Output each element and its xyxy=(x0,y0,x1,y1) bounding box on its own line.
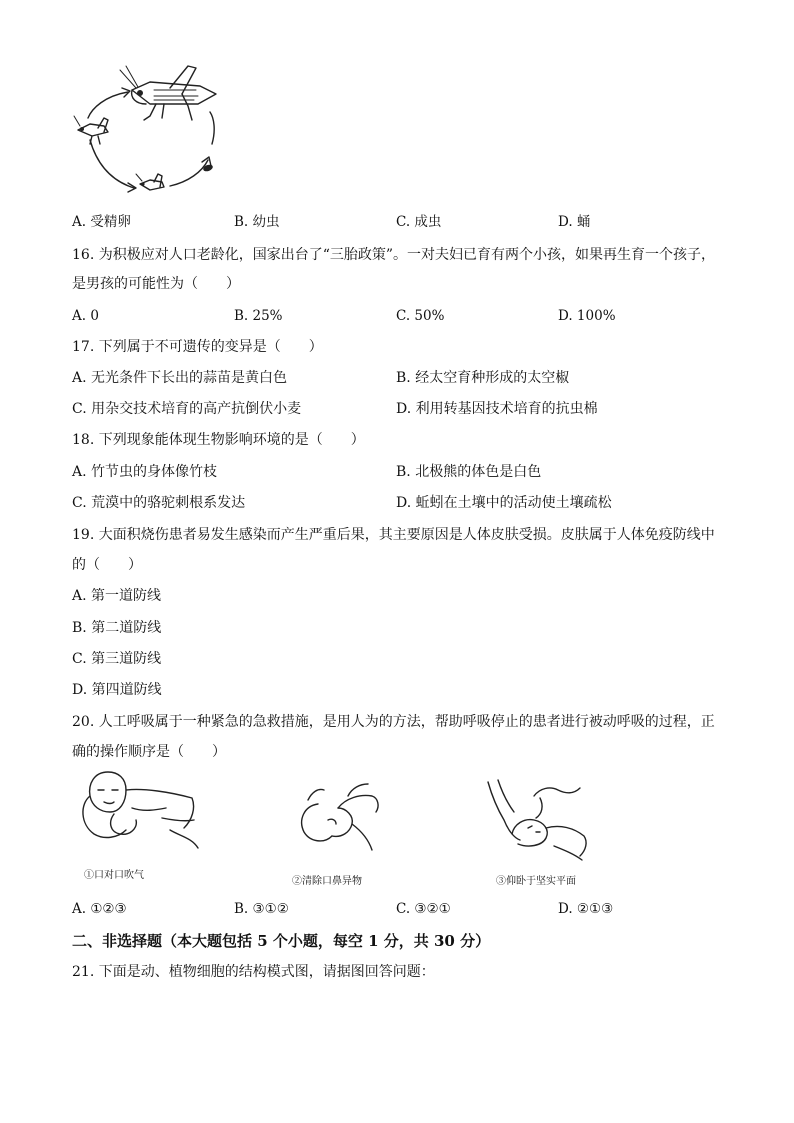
q19-option-a[interactable]: A. 第一道防线 xyxy=(72,588,162,604)
q18-option-a[interactable]: A. 竹节虫的身体像竹枝 xyxy=(72,464,218,480)
section-heading: 二、非选择题（本大题包括 5 个小题，每空 1 分，共 30 分） xyxy=(72,932,491,950)
q17-stem: 17. 下列属于不可遗传的变异是（ ） xyxy=(72,339,323,355)
q17-option-d[interactable]: D. 利用转基因技术培育的抗虫棉 xyxy=(396,401,598,417)
nymph-grasshopper-icon xyxy=(74,116,108,144)
q19-stem-line1: 19. 大面积烧伤患者易发生感染而产生严重后果，其主要原因是人体皮肤受损。皮肤属于人体免疫防线中 xyxy=(72,527,715,543)
q19-option-d[interactable]: D. 第四道防线 xyxy=(72,682,162,698)
q20-stem-line1: 20. 人工呼吸属于一种紧急的急救措施，是用人为的方法，帮助呼吸停止的患者进行被动呼吸的过程，正 xyxy=(72,714,715,730)
clear-airway-figure xyxy=(288,776,398,888)
q20-option-a[interactable]: A. ①②③ xyxy=(72,901,127,917)
q20-option-d[interactable]: D. ②①③ xyxy=(558,901,614,917)
q16-option-a[interactable]: A. 0 xyxy=(72,308,99,324)
q16-stem-line2: 是男孩的可能性为（ ） xyxy=(72,276,240,292)
adult-grasshopper-icon xyxy=(120,66,216,120)
q18-option-d[interactable]: D. 蚯蚓在土壤中的活动使土壤疏松 xyxy=(396,495,612,511)
young-nymph-icon xyxy=(136,174,164,190)
q17-option-b[interactable]: B. 经太空育种形成的太空椒 xyxy=(396,370,570,386)
q17-option-a[interactable]: A. 无光条件下长出的蒜苗是黄白色 xyxy=(72,370,288,386)
q20-caption-1: ①口对口吹气 xyxy=(84,870,144,881)
q16-stem-line1: 16. 为积极应对人口老龄化，国家出台了“三胎政策”。一对夫妇已育有两个小孩，如果再生育一个孩子， xyxy=(72,247,716,263)
q15-option-d[interactable]: D. 蛹 xyxy=(558,214,591,230)
q20-stem-line2: 确的操作顺序是（ ） xyxy=(72,744,226,760)
q20-option-c[interactable]: C. ③②① xyxy=(396,901,451,917)
q16-option-c[interactable]: C. 50% xyxy=(396,308,445,324)
q20-caption-2: ②清除口鼻异物 xyxy=(292,876,362,887)
q19-stem-line2: 的（ ） xyxy=(72,557,142,573)
q20-caption-3: ③仰卧于坚实平面 xyxy=(496,876,576,887)
mouth-to-mouth-figure xyxy=(74,768,204,888)
q18-option-b[interactable]: B. 北极熊的体色是白色 xyxy=(396,464,542,480)
q15-option-c[interactable]: C. 成虫 xyxy=(396,214,442,230)
q21-stem: 21. 下面是动、植物细胞的结构模式图，请据图回答问题： xyxy=(72,964,435,980)
q19-option-c[interactable]: C. 第三道防线 xyxy=(72,651,162,667)
q15-option-b[interactable]: B. 幼虫 xyxy=(234,214,280,230)
q18-stem: 18. 下列现象能体现生物影响环境的是（ ） xyxy=(72,432,365,448)
q20-option-b[interactable]: B. ③①② xyxy=(234,901,289,917)
q18-option-c[interactable]: C. 荒漠中的骆驼刺根系发达 xyxy=(72,495,246,511)
q16-option-d[interactable]: D. 100% xyxy=(558,308,616,324)
grasshopper-life-cycle-figure xyxy=(70,60,230,200)
supine-position-figure xyxy=(484,776,604,888)
egg-icon xyxy=(202,163,213,172)
q15-option-a[interactable]: A. 受精卵 xyxy=(72,214,131,230)
q16-option-b[interactable]: B. 25% xyxy=(234,308,283,324)
q17-option-c[interactable]: C. 用杂交技术培育的高产抗倒伏小麦 xyxy=(72,401,302,417)
q19-option-b[interactable]: B. 第二道防线 xyxy=(72,620,162,636)
